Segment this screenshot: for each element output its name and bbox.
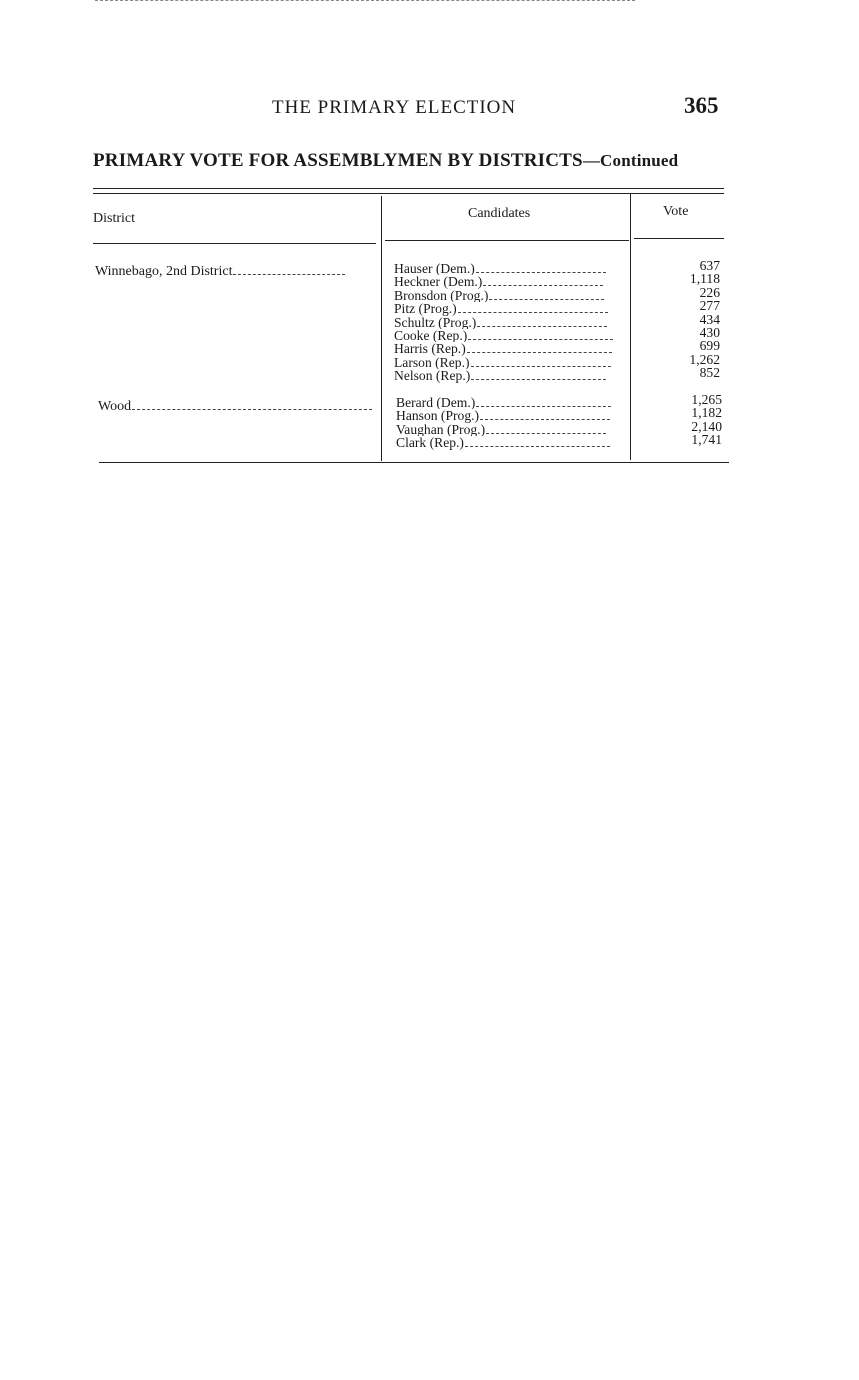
- running-head: THE PRIMARY ELECTION: [272, 97, 517, 118]
- vote-value: 277: [699, 298, 720, 314]
- vote-value: 1,118: [689, 271, 720, 287]
- vote-value: 1,262: [689, 351, 720, 367]
- table-title-suffix: —Continued: [582, 151, 679, 170]
- district-label-wood: [98, 399, 380, 415]
- dot-leader: [471, 366, 611, 367]
- vote-value: 226: [699, 284, 720, 300]
- vote-value: 699: [699, 338, 720, 354]
- dot-leader: [458, 312, 608, 313]
- candidate-name: Hanson (Prog.): [396, 409, 480, 423]
- vote-value: 637: [699, 258, 720, 273]
- candidate-row: [394, 329, 628, 342]
- table-bottom-rule: [99, 462, 729, 463]
- district-name: Winnebago, 2nd District: [95, 264, 233, 279]
- table-title: [93, 150, 678, 172]
- dot-leader: [467, 352, 612, 353]
- candidate-name: Hauser (Dem.): [394, 262, 475, 276]
- candidate-row: [394, 289, 628, 302]
- column-header-vote: Vote: [663, 204, 689, 219]
- candidate-row: [394, 316, 628, 329]
- district-label-winnebago: [95, 264, 377, 280]
- district-header-rule: [93, 243, 376, 244]
- dot-leader: [486, 433, 606, 434]
- dot-leader: [132, 409, 372, 410]
- vote-list-winnebago: [650, 259, 720, 380]
- dot-leader: [477, 326, 607, 327]
- column-divider-right: [630, 193, 631, 460]
- candidate-row: [396, 423, 630, 436]
- candidate-name: Vaughan (Prog.): [396, 422, 486, 437]
- candidate-name: Clark (Rep.): [396, 436, 464, 450]
- candidate-name: Heckner (Dem.): [394, 275, 483, 289]
- dot-leader: [483, 285, 603, 286]
- vote-value: 1,265: [691, 392, 722, 407]
- vote-value: 852: [699, 365, 720, 381]
- vote-list-wood: [652, 393, 722, 447]
- dot-leader: [233, 274, 345, 275]
- dot-leader: [476, 272, 606, 273]
- top-border-rule: [95, 0, 635, 1]
- candidate-name: Pitz (Prog.): [394, 302, 457, 316]
- candidate-name: Larson (Rep.): [394, 355, 470, 370]
- candidate-name: Berard (Dem.): [396, 396, 476, 410]
- candidate-row: [394, 275, 628, 288]
- candidates-header-rule: [385, 240, 629, 241]
- candidate-row: [396, 436, 630, 449]
- candidate-name: Cooke (Rep.): [394, 328, 468, 343]
- vote-header-rule: [634, 238, 724, 239]
- dot-leader: [471, 379, 606, 380]
- column-header-district: District: [93, 211, 135, 226]
- candidate-name: Harris (Rep.): [394, 342, 466, 356]
- dot-leader: [480, 419, 610, 420]
- vote-value: 2,140: [691, 418, 722, 434]
- vote-value: 1,741: [691, 432, 722, 448]
- dot-leader: [465, 446, 610, 447]
- dot-leader: [476, 406, 611, 407]
- vote-value: 430: [699, 324, 720, 340]
- vote-value: 1,182: [691, 405, 722, 421]
- candidate-name: Nelson (Rep.): [394, 369, 471, 383]
- page-number: 365: [684, 93, 719, 118]
- candidate-row: [394, 356, 628, 369]
- candidate-row: [394, 302, 628, 315]
- vote-value: 434: [699, 311, 720, 327]
- candidate-row: [396, 396, 630, 409]
- district-name: Wood: [98, 399, 132, 414]
- candidate-row: [394, 262, 628, 275]
- title-rule-top: [93, 188, 724, 189]
- column-divider-left: [381, 196, 382, 461]
- candidate-row: [396, 409, 630, 422]
- candidate-list-winnebago: [394, 262, 628, 383]
- column-header-candidates: Candidates: [468, 206, 531, 221]
- table-title-main: PRIMARY VOTE FOR ASSEMBLYMEN BY DISTRICTS: [93, 150, 583, 171]
- dot-leader: [489, 299, 604, 300]
- dot-leader: [468, 339, 613, 340]
- candidate-name: Bronsdon (Prog.): [394, 288, 489, 303]
- candidate-name: Schultz (Prog.): [394, 315, 477, 329]
- candidate-row: [394, 369, 628, 382]
- candidate-row: [394, 342, 628, 355]
- candidate-list-wood: [396, 396, 630, 450]
